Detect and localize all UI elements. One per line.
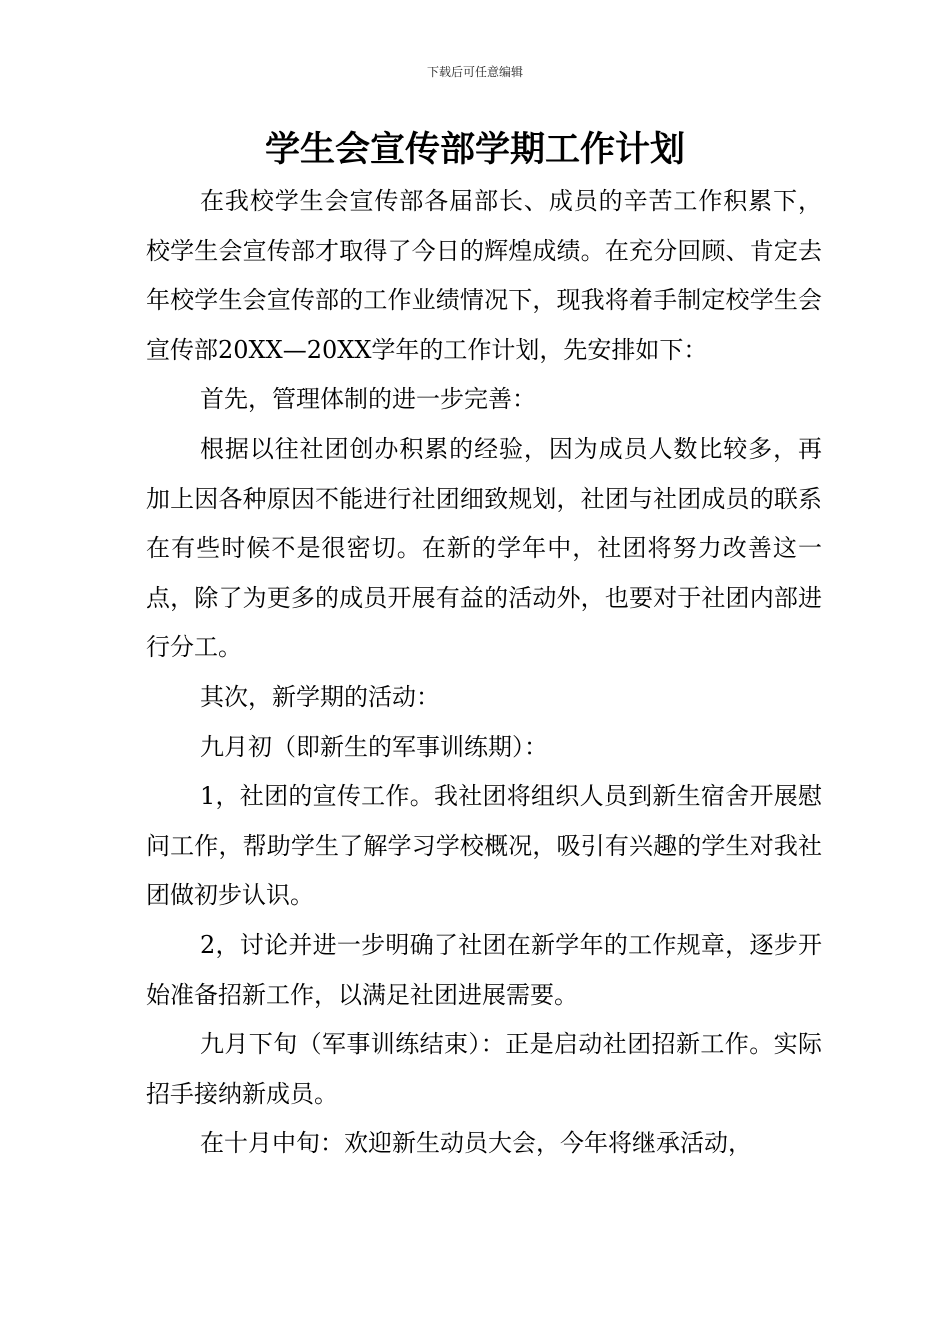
header-note: 下载后可任意编辑 bbox=[426, 65, 523, 79]
paragraph-mid-october: 在十月中旬：欢迎新生动员大会，今年将继承活动， bbox=[200, 1129, 752, 1158]
paragraph-intro: 在我校学生会宣传部各届部长、成员的辛苦工作积累下，校学生会宣传部才取得了今日的辉煌成绩。在充分回顾、肯定去年校学生会宣传部的工作业绩情况下，现我将着手制定校学生会宣传部20XX—20XX学年的工作计划，先安排如下： bbox=[146, 187, 822, 364]
paragraph-management: 根据以往社团创办积累的经验，因为成员人数比较多，再加上因各种原因不能进行社团细致规划，社团与社团成员的联系在有些时候不是很密切。在新的学年中，社团将努力改善这一点，除了为更多的成员开展有益的活动外，也要对于社团内部进行分工。 bbox=[146, 434, 822, 662]
document-title: 学生会宣传部学期工作计划 bbox=[264, 130, 685, 170]
paragraph-first-heading: 首先，管理体制的进一步完善： bbox=[200, 385, 536, 414]
paragraph-item-1: 1，社团的宣传工作。我社团将组织人员到新生宿舍开展慰问工作，帮助学生了解学习学校概况，吸引有兴趣的学生对我社团做初步认识。 bbox=[146, 782, 822, 910]
paragraph-second-heading: 其次，新学期的活动： bbox=[200, 682, 440, 711]
paragraph-late-september: 九月下旬（军事训练结束）：正是启动社团招新工作。实际招手接纳新成员。 bbox=[146, 1030, 822, 1108]
paragraph-early-september: 九月初（即新生的军事训练期）： bbox=[200, 732, 548, 761]
document-body bbox=[146, 177, 822, 1169]
paragraph-item-2: 2，讨论并进一步明确了社团在新学年的工作规章，逐步开始准备招新工作，以满足社团进展需要。 bbox=[146, 930, 822, 1009]
